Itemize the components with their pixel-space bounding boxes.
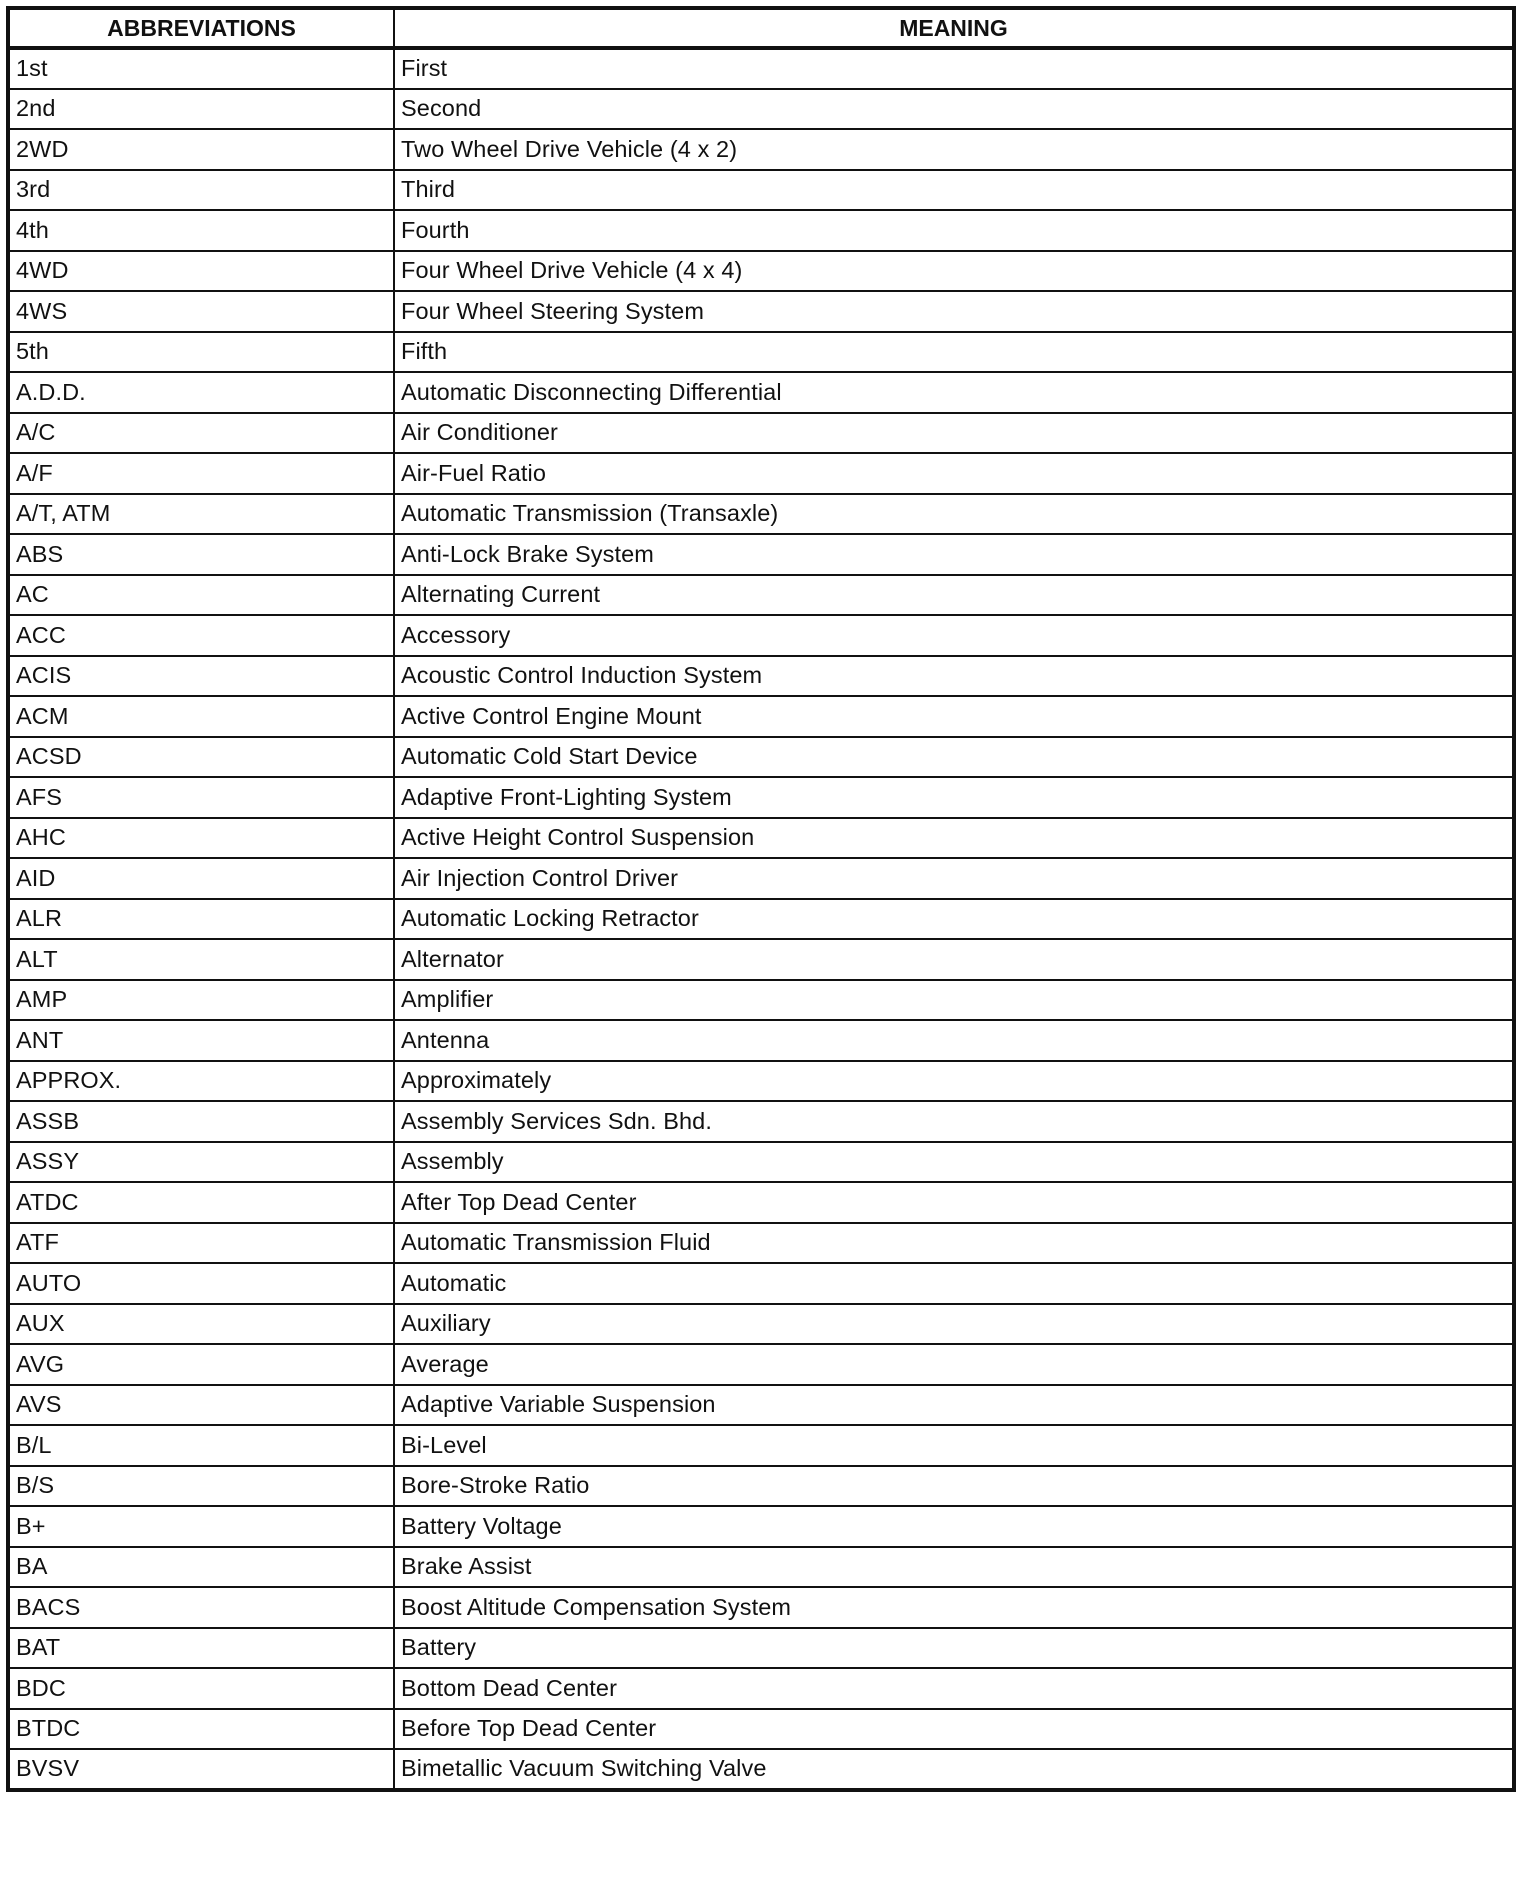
meaning-cell: Antenna [394,1020,1514,1061]
meaning-cell: Battery Voltage [394,1506,1514,1547]
abbreviation-cell: AHC [8,818,394,859]
abbreviation-cell: AC [8,575,394,616]
table-row [8,858,1514,899]
abbreviation-cell: ACSD [8,737,394,778]
meaning-cell: Bore-Stroke Ratio [394,1466,1514,1507]
abbreviation-cell: A/C [8,413,394,454]
abbreviation-cell: A/F [8,453,394,494]
meaning-cell: Battery [394,1628,1514,1669]
table-row [8,818,1514,859]
meaning-cell: Bimetallic Vacuum Switching Valve [394,1749,1514,1790]
meaning-cell: Alternating Current [394,575,1514,616]
table-row [8,1587,1514,1628]
table-row [8,453,1514,494]
abbreviation-cell: ALT [8,939,394,980]
meaning-cell: Four Wheel Steering System [394,291,1514,332]
table-row [8,534,1514,575]
table-row [8,1668,1514,1709]
abbreviation-cell: A/T, ATM [8,494,394,535]
meaning-cell: Active Control Engine Mount [394,696,1514,737]
header-abbreviations: ABBREVIATIONS [8,8,394,48]
abbreviation-cell: AUTO [8,1263,394,1304]
meaning-cell: Acoustic Control Induction System [394,656,1514,697]
abbreviation-cell: 1st [8,48,394,89]
meaning-cell: Auxiliary [394,1304,1514,1345]
table-row [8,494,1514,535]
meaning-cell: Assembly Services Sdn. Bhd. [394,1101,1514,1142]
meaning-cell: Amplifier [394,980,1514,1021]
table-row [8,1385,1514,1426]
meaning-cell: Anti-Lock Brake System [394,534,1514,575]
table-row [8,737,1514,778]
table-row [8,1547,1514,1588]
table-row [8,1020,1514,1061]
meaning-cell: Air Injection Control Driver [394,858,1514,899]
meaning-cell: Automatic Locking Retractor [394,899,1514,940]
meaning-cell: Third [394,170,1514,211]
meaning-cell: Active Height Control Suspension [394,818,1514,859]
table-row [8,332,1514,373]
abbreviation-cell: 4WS [8,291,394,332]
abbreviation-cell: BTDC [8,1709,394,1750]
meaning-cell: Fifth [394,332,1514,373]
abbreviation-cell: 5th [8,332,394,373]
abbreviation-cell: BVSV [8,1749,394,1790]
table-row [8,696,1514,737]
table-row [8,48,1514,89]
table-row [8,210,1514,251]
table-row [8,170,1514,211]
abbreviation-cell: AID [8,858,394,899]
table-row [8,1223,1514,1264]
table-row [8,251,1514,292]
abbreviation-cell: ANT [8,1020,394,1061]
abbreviation-cell: B/S [8,1466,394,1507]
abbreviation-cell: ACIS [8,656,394,697]
table-row [8,1506,1514,1547]
abbreviation-cell: AVG [8,1344,394,1385]
meaning-cell: Alternator [394,939,1514,980]
table-row [8,1101,1514,1142]
abbreviation-cell: 2WD [8,129,394,170]
abbreviation-cell: 3rd [8,170,394,211]
meaning-cell: Brake Assist [394,1547,1514,1588]
meaning-cell: Air-Fuel Ratio [394,453,1514,494]
abbreviation-cell: BA [8,1547,394,1588]
meaning-cell: Average [394,1344,1514,1385]
table-row [8,575,1514,616]
meaning-cell: After Top Dead Center [394,1182,1514,1223]
abbreviation-cell: ASSB [8,1101,394,1142]
abbreviation-cell: A.D.D. [8,372,394,413]
abbreviation-cell: ASSY [8,1142,394,1183]
meaning-cell: Four Wheel Drive Vehicle (4 x 4) [394,251,1514,292]
header-meaning: MEANING [394,8,1514,48]
abbreviation-cell: BACS [8,1587,394,1628]
table-row [8,1709,1514,1750]
abbreviation-cell: BDC [8,1668,394,1709]
table-row [8,615,1514,656]
abbreviation-cell: AMP [8,980,394,1021]
meaning-cell: Boost Altitude Compensation System [394,1587,1514,1628]
abbreviation-cell: B/L [8,1425,394,1466]
meaning-cell: Bi-Level [394,1425,1514,1466]
abbreviation-cell: AVS [8,1385,394,1426]
table-row [8,656,1514,697]
abbreviation-cell: BAT [8,1628,394,1669]
meaning-cell: Second [394,89,1514,130]
meaning-cell: Air Conditioner [394,413,1514,454]
table-body [8,48,1514,1790]
abbreviation-cell: 4th [8,210,394,251]
meaning-cell: Approximately [394,1061,1514,1102]
meaning-cell: Adaptive Variable Suspension [394,1385,1514,1426]
table-row [8,980,1514,1021]
meaning-cell: Automatic Transmission Fluid [394,1223,1514,1264]
abbreviation-cell: AFS [8,777,394,818]
meaning-cell: Automatic Disconnecting Differential [394,372,1514,413]
table-row [8,291,1514,332]
abbreviation-cell: 4WD [8,251,394,292]
meaning-cell: Automatic Cold Start Device [394,737,1514,778]
table-row [8,1263,1514,1304]
meaning-cell: Automatic Transmission (Transaxle) [394,494,1514,535]
abbreviation-cell: ATF [8,1223,394,1264]
meaning-cell: Before Top Dead Center [394,1709,1514,1750]
table-row [8,1142,1514,1183]
table-row [8,1749,1514,1790]
abbreviation-cell: B+ [8,1506,394,1547]
abbreviation-cell: ALR [8,899,394,940]
abbreviation-cell: APPROX. [8,1061,394,1102]
table-row [8,1425,1514,1466]
table-row [8,1182,1514,1223]
abbreviation-cell: AUX [8,1304,394,1345]
table-row [8,1344,1514,1385]
header-row [8,8,1514,48]
table-row [8,1466,1514,1507]
abbreviation-cell: 2nd [8,89,394,130]
meaning-cell: Bottom Dead Center [394,1668,1514,1709]
table-row [8,1628,1514,1669]
abbreviation-cell: ATDC [8,1182,394,1223]
abbreviation-cell: ACC [8,615,394,656]
abbreviations-table [6,6,1516,1792]
abbreviation-cell: ABS [8,534,394,575]
table-row [8,939,1514,980]
table-row [8,413,1514,454]
meaning-cell: Fourth [394,210,1514,251]
table-row [8,1061,1514,1102]
table-row [8,899,1514,940]
table-row [8,129,1514,170]
table-header [8,8,1514,48]
table-row [8,89,1514,130]
table-row [8,1304,1514,1345]
table-row [8,372,1514,413]
meaning-cell: Adaptive Front-Lighting System [394,777,1514,818]
meaning-cell: First [394,48,1514,89]
table-row [8,777,1514,818]
meaning-cell: Assembly [394,1142,1514,1183]
meaning-cell: Automatic [394,1263,1514,1304]
abbreviation-cell: ACM [8,696,394,737]
meaning-cell: Two Wheel Drive Vehicle (4 x 2) [394,129,1514,170]
meaning-cell: Accessory [394,615,1514,656]
